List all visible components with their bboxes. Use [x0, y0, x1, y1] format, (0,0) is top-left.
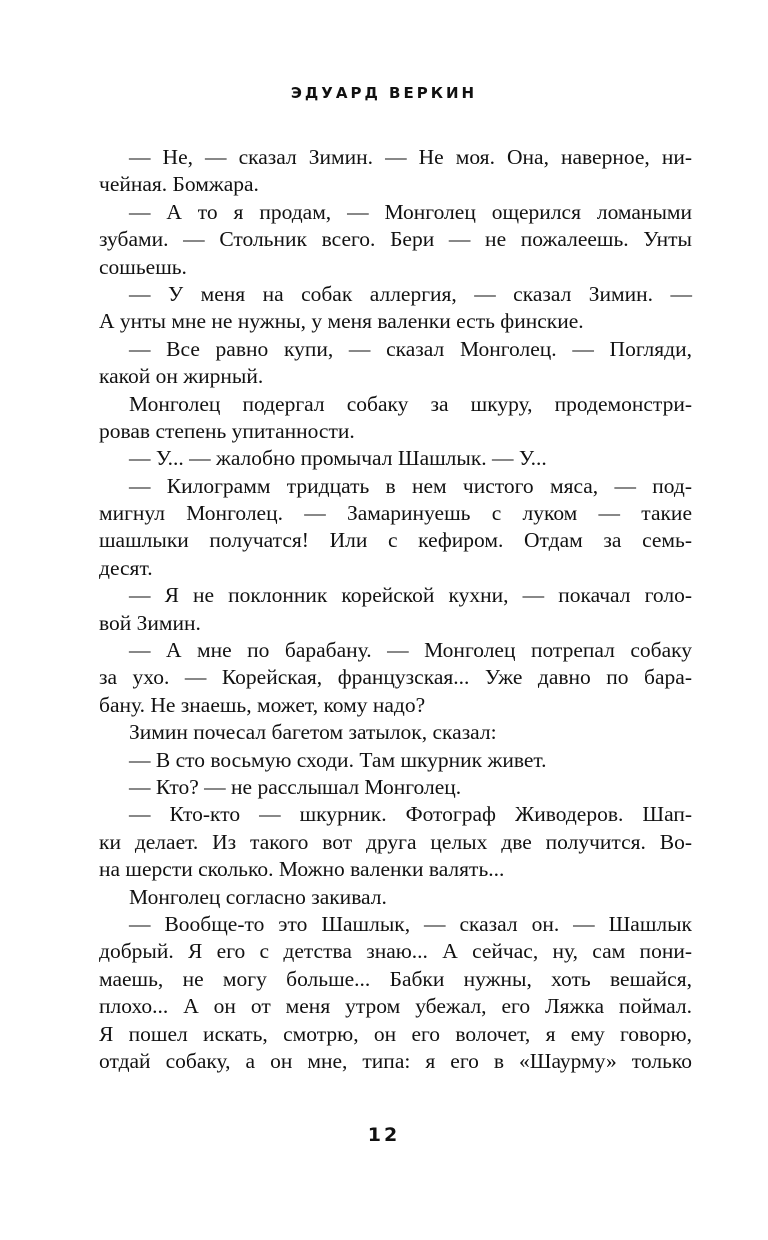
text-line: маешь, не могу больше... Бабки нужны, хоть вешайся,: [99, 966, 692, 991]
text-line: Я пошел искать, смотрю, он его волочет, я ему говорю,: [99, 1021, 692, 1046]
text-line: — А то я продам, — Монголец ощерился ломаными: [129, 199, 692, 224]
text-line: Монголец согласно закивал.: [129, 884, 387, 909]
text-line: Монголец подергал собаку за шкуру, продемонстри-: [129, 391, 692, 416]
text-line: на шерсти сколько. Можно валенки валять...: [99, 857, 505, 882]
text-line: зубами. — Стольник всего. Бери — не пожалеешь. Унты: [99, 227, 692, 252]
text-line: ки делает. Из такого вот друга целых две получится. Во-: [99, 829, 692, 854]
text-line: десят.: [99, 555, 153, 580]
text-line: А унты мне не нужны, у меня валенки есть финские.: [99, 309, 584, 334]
text-line: какой он жирный.: [99, 364, 264, 389]
text-line: — Я не поклонник корейской кухни, — покачал голо-: [129, 583, 692, 608]
text-line: за ухо. — Корейская, французская... Уже давно по бара-: [99, 665, 692, 690]
text-line: ровав степень упитанности.: [99, 418, 355, 443]
text-line: — А мне по барабану. — Монголец потрепал собаку: [129, 638, 692, 663]
text-line: — Вообще-то это Шашлык, — сказал он. — Шашлык: [129, 911, 692, 936]
text-line: сошьешь.: [99, 254, 187, 279]
text-line: мигнул Монголец. — Замаринуешь с луком — такие: [99, 501, 692, 526]
text-line: — У... — жалобно промычал Шашлык. — У...: [129, 446, 547, 471]
text-line: — У меня на собак аллергия, — сказал Зимин. —: [129, 281, 692, 306]
text-line: бану. Не знаешь, может, кому надо?: [99, 692, 426, 717]
text-line: чейная. Бомжара.: [99, 172, 259, 197]
text-line: вой Зимин.: [99, 610, 201, 635]
text-line: — Не, — сказал Зимин. — Не моя. Она, наверное, ни-: [129, 145, 692, 169]
body-text: [99, 144, 692, 1075]
running-header: ЭДУАРД ВЕРКИН: [290, 84, 478, 102]
text-line: — В сто восьмую сходи. Там шкурник живет.: [129, 747, 547, 772]
text-line: шашлыки получатся! Или с кефиром. Отдам за семь-: [99, 528, 692, 553]
text-line: добрый. Я его с детства знаю... А сейчас, ну, сам пони-: [99, 939, 692, 964]
text-line: — Кто-кто — шкурник. Фотограф Живодеров. Шап-: [129, 802, 692, 827]
text-line: — Все равно купи, — сказал Монголец. — Погляди,: [129, 336, 692, 361]
text-line: — Килограмм тридцать в нем чистого мяса, — под-: [129, 473, 692, 498]
text-line: отдай собаку, а он мне, типа: я его в «Шаурму» только: [99, 1048, 692, 1073]
page-number: 12: [367, 1124, 401, 1146]
text-line: плохо... А он от меня утром убежал, его Ляжка поймал.: [99, 994, 692, 1019]
text-line: — Кто? — не расслышал Монголец.: [129, 774, 462, 799]
text-line: Зимин почесал багетом затылок, сказал:: [129, 720, 497, 745]
